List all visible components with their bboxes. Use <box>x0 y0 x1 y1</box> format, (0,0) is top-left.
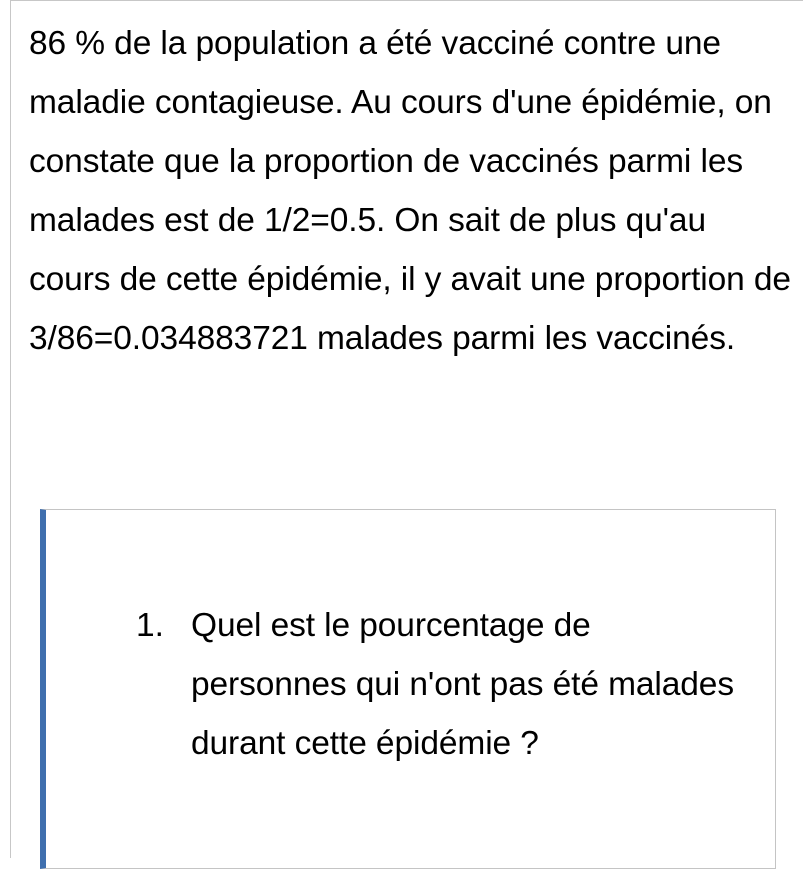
question-text: Quel est le pourcentage de personnes qui n'ont pas été malades durant cette épidémie ? <box>191 607 734 762</box>
question-box <box>40 509 776 869</box>
question-number: 1. <box>136 607 164 644</box>
problem-statement: 86 % de la population a été vacciné contre une maladie contagieuse. Au cours d'une épidémie, on constate que la proportion de vaccinés parmi les malades est de 1/2=0.5. On sait de plus qu'au cours de cette épidémie, il y avait une proportion de 3/86=0.034883721 malades parmi les vaccinés. <box>29 25 791 357</box>
